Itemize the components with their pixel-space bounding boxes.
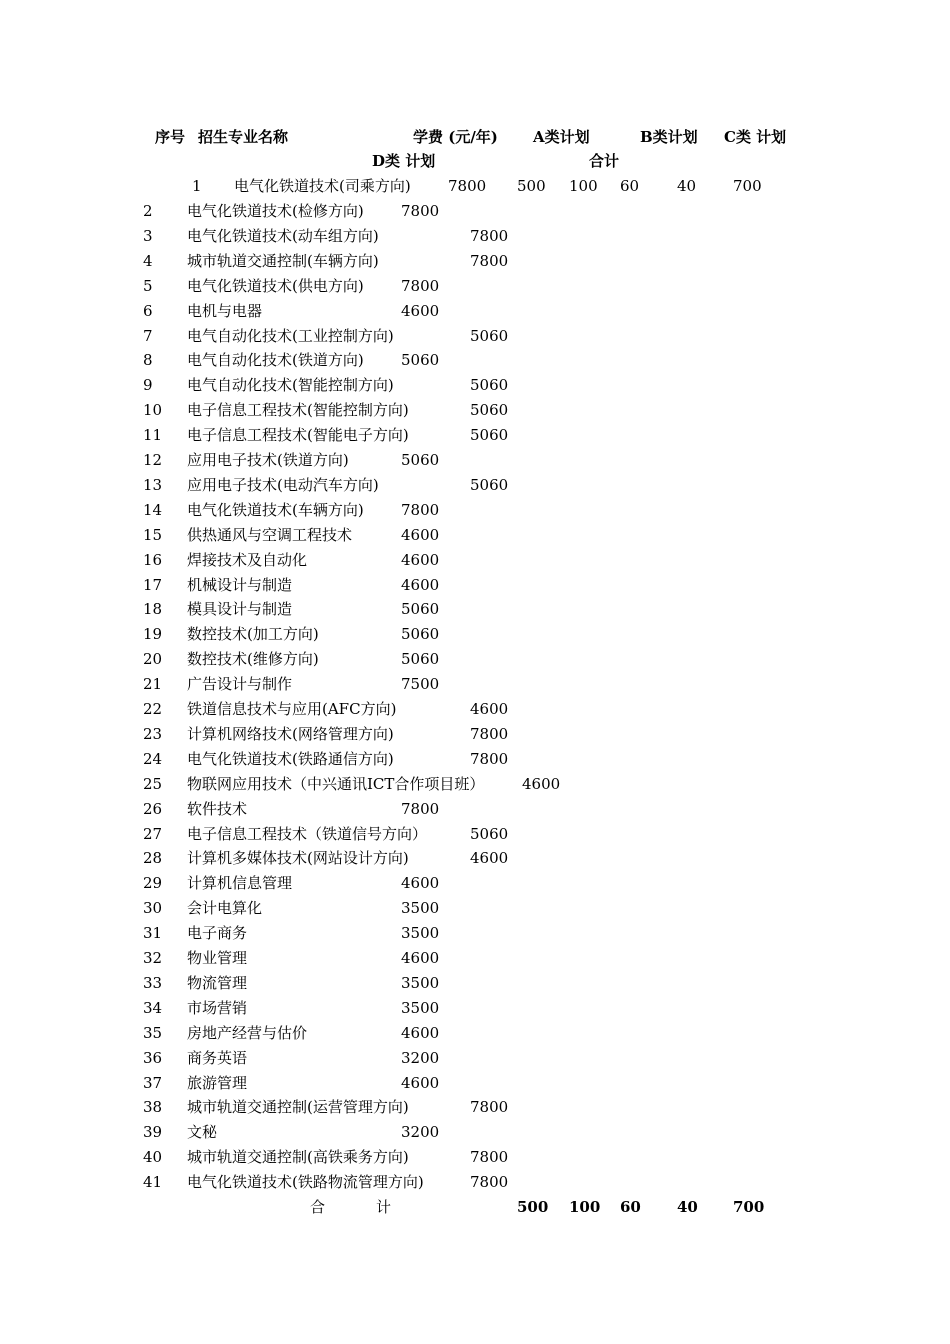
tuition-fee: 4600 [470, 700, 509, 718]
tuition-fee: 4600 [401, 1073, 440, 1092]
row-1-number: 1 [192, 177, 202, 195]
table-row [0, 375, 950, 400]
major-name: 物联网应用技术（中兴通讯ICT合作项目班） [187, 774, 485, 793]
header-c-plan: C类 计划 [724, 128, 787, 146]
tuition-fee: 5060 [401, 351, 440, 370]
major-name: 文秘 [187, 1123, 218, 1142]
row-1-c-plan: 60 [620, 177, 640, 195]
major-name: 市场营销 [187, 998, 248, 1017]
tuition-fee: 5060 [401, 451, 440, 469]
major-name: 计算机信息管理 [187, 874, 293, 893]
tuition-fee: 4600 [401, 949, 440, 967]
tuition-fee: 4600 [401, 550, 440, 569]
row-number: 29 [143, 874, 163, 893]
row-number: 6 [143, 301, 153, 320]
table-row [0, 848, 950, 873]
row-number: 4 [143, 251, 153, 270]
row-number: 21 [143, 675, 163, 694]
table-row [0, 575, 950, 600]
table-row [0, 973, 950, 998]
row-number: 38 [143, 1098, 163, 1117]
tuition-fee: 4600 [401, 1023, 440, 1042]
row-number: 11 [143, 426, 163, 445]
row-1-fee: 7800 [448, 177, 487, 195]
major-name: 计算机多媒体技术(网站设计方向) [187, 849, 409, 868]
row-number: 41 [143, 1173, 163, 1192]
major-name: 铁道信息技术与应用(AFC方向) [187, 700, 397, 718]
footer-b-total: 100 [569, 1198, 601, 1216]
row-number: 12 [143, 451, 163, 469]
tuition-fee: 7800 [470, 1173, 509, 1192]
table-row [0, 475, 950, 500]
row-1-b-plan: 100 [569, 177, 598, 195]
row-number: 34 [143, 998, 163, 1017]
table-row [0, 1172, 950, 1197]
header-fee: 学费 (元/年) [413, 128, 498, 146]
major-name: 电气自动化技术(智能控制方向) [187, 376, 394, 395]
row-number: 37 [143, 1073, 163, 1092]
major-name: 电气化铁道技术(供电方向) [187, 276, 364, 295]
row-number: 10 [143, 401, 163, 420]
footer-label-ji: 计 [376, 1198, 392, 1216]
tuition-fee: 7500 [401, 675, 440, 694]
footer-d-total: 40 [677, 1198, 698, 1216]
table-row [0, 1023, 950, 1048]
major-name: 物业管理 [187, 949, 248, 967]
tuition-fee: 7800 [470, 251, 509, 270]
table-row [0, 400, 950, 425]
major-name: 旅游管理 [187, 1073, 248, 1092]
table-row [0, 599, 950, 624]
header-a-plan: A类计划 [533, 128, 590, 146]
major-name: 模具设计与制造 [187, 600, 293, 619]
row-number: 31 [143, 924, 163, 943]
major-name: 电气化铁道技术(铁路物流管理方向) [187, 1173, 424, 1192]
footer-label-he: 合 [310, 1198, 326, 1216]
major-name: 电子信息工程技术(智能电子方向) [187, 426, 409, 445]
row-number: 16 [143, 550, 163, 569]
tuition-fee: 3500 [401, 998, 440, 1017]
row-number: 33 [143, 973, 163, 992]
major-name: 应用电子技术(铁道方向) [187, 451, 349, 469]
major-name: 电气自动化技术(铁道方向) [187, 351, 364, 370]
row-number: 19 [143, 625, 163, 644]
table-row [0, 276, 950, 301]
row-number: 32 [143, 949, 163, 967]
table-row [0, 724, 950, 749]
table-row [0, 450, 950, 475]
table-row [0, 699, 950, 724]
major-name: 电气化铁道技术(铁路通信方向) [187, 749, 394, 768]
major-name: 广告设计与制作 [187, 675, 293, 694]
table-row [0, 898, 950, 923]
major-name: 城市轨道交通控制(车辆方向) [187, 251, 379, 270]
row-number: 15 [143, 525, 163, 544]
tuition-fee: 3500 [401, 924, 440, 943]
major-name: 供热通风与空调工程技术 [187, 525, 353, 544]
tuition-fee: 7800 [401, 500, 440, 519]
table-row [0, 301, 950, 326]
table-row [0, 774, 950, 799]
row-number: 9 [143, 376, 153, 395]
footer-c-total: 60 [620, 1198, 641, 1216]
header-total: 合计 [589, 152, 620, 170]
row-number: 28 [143, 849, 163, 868]
major-name: 软件技术 [187, 799, 248, 818]
tuition-fee: 3500 [401, 899, 440, 918]
table-row [0, 674, 950, 699]
header-b-plan: B类计划 [640, 128, 698, 146]
row-number: 24 [143, 749, 163, 768]
header-seq: 序号 [155, 128, 186, 146]
major-name: 机械设计与制造 [187, 575, 293, 594]
header-major: 招生专业名称 [198, 128, 289, 146]
row-number: 3 [143, 226, 153, 245]
tuition-fee: 4600 [401, 575, 440, 594]
major-name: 物流管理 [187, 973, 248, 992]
row-number: 22 [143, 700, 163, 718]
major-name: 会计电算化 [187, 899, 263, 918]
major-name: 电机与电器 [187, 301, 263, 320]
table-row [0, 649, 950, 674]
row-number: 25 [143, 774, 163, 793]
tuition-fee: 7800 [401, 202, 440, 220]
tuition-fee: 7800 [401, 276, 440, 295]
row-number: 13 [143, 475, 163, 494]
major-name: 数控技术(加工方向) [187, 625, 319, 644]
row-number: 7 [143, 326, 153, 345]
tuition-fee: 5060 [470, 426, 509, 445]
tuition-fee: 3200 [401, 1123, 440, 1142]
tuition-fee: 5060 [470, 475, 509, 494]
row-1-d-plan: 40 [677, 177, 697, 195]
table-row [0, 1097, 950, 1122]
tuition-fee: 7800 [470, 724, 509, 743]
tuition-fee: 4600 [401, 874, 440, 893]
tuition-fee: 5060 [401, 650, 440, 669]
table-row [0, 799, 950, 824]
row-number: 20 [143, 650, 163, 669]
row-number: 36 [143, 1048, 163, 1067]
tuition-fee: 7800 [470, 749, 509, 768]
row-number: 14 [143, 500, 163, 519]
row-1-total: 700 [733, 177, 762, 195]
tuition-fee: 7800 [470, 1148, 509, 1167]
tuition-fee: 7800 [470, 226, 509, 245]
tuition-fee: 5060 [470, 401, 509, 420]
tuition-fee: 5060 [470, 376, 509, 395]
major-name: 电气化铁道技术(检修方向) [187, 202, 364, 220]
tuition-fee: 7800 [470, 1098, 509, 1117]
tuition-fee: 7800 [401, 799, 440, 818]
table-row [0, 1122, 950, 1147]
tuition-fee: 3200 [401, 1048, 440, 1067]
header-d-plan: D类 计划 [372, 152, 436, 170]
table-row [0, 873, 950, 898]
tuition-fee: 5060 [401, 600, 440, 619]
row-number: 40 [143, 1148, 163, 1167]
tuition-fee: 4600 [470, 849, 509, 868]
tuition-fee: 5060 [470, 824, 509, 843]
table-row [0, 948, 950, 973]
row-number: 27 [143, 824, 163, 843]
major-name: 房地产经营与估价 [187, 1023, 308, 1042]
row-1-major-name: 电气化铁道技术(司乘方向) [234, 177, 411, 195]
major-name: 电气化铁道技术(车辆方向) [187, 500, 364, 519]
table-row [0, 749, 950, 774]
table-row [0, 251, 950, 276]
major-name: 电气化铁道技术(动车组方向) [187, 226, 379, 245]
major-name: 商务英语 [187, 1048, 248, 1067]
table-row [0, 1073, 950, 1098]
row-1-a-plan: 500 [517, 177, 546, 195]
row-number: 8 [143, 351, 153, 370]
major-name: 城市轨道交通控制(高铁乘务方向) [187, 1148, 409, 1167]
major-name: 焊接技术及自动化 [187, 550, 308, 569]
table-row [0, 923, 950, 948]
row-number: 23 [143, 724, 163, 743]
table-row [0, 201, 950, 226]
table-row [0, 326, 950, 351]
major-name: 电子信息工程技术（铁道信号方向） [187, 824, 428, 843]
major-name: 城市轨道交通控制(运营管理方向) [187, 1098, 409, 1117]
row-number: 5 [143, 276, 153, 295]
table-row [0, 1048, 950, 1073]
tuition-fee: 5060 [470, 326, 509, 345]
table-row [0, 550, 950, 575]
major-name: 电气自动化技术(工业控制方向) [187, 326, 394, 345]
tuition-fee: 4600 [401, 525, 440, 544]
tuition-fee: 3500 [401, 973, 440, 992]
major-name: 计算机网络技术(网络管理方向) [187, 724, 394, 743]
row-number: 30 [143, 899, 163, 918]
table-row [0, 350, 950, 375]
row-number: 17 [143, 575, 163, 594]
table-row [0, 998, 950, 1023]
table-row [0, 425, 950, 450]
row-number: 35 [143, 1023, 163, 1042]
tuition-fee: 4600 [522, 774, 561, 793]
major-name: 电子商务 [187, 924, 248, 943]
major-name: 数控技术(维修方向) [187, 650, 319, 669]
tuition-fee: 4600 [401, 301, 440, 320]
row-number: 39 [143, 1123, 163, 1142]
footer-a-total: 500 [517, 1198, 549, 1216]
table-row [0, 525, 950, 550]
table-row [0, 824, 950, 849]
footer-grand-total: 700 [733, 1198, 765, 1216]
tuition-fee: 5060 [401, 625, 440, 644]
row-number: 26 [143, 799, 163, 818]
major-name: 应用电子技术(电动汽车方向) [187, 475, 379, 494]
table-row [0, 500, 950, 525]
table-row [0, 1147, 950, 1172]
major-name: 电子信息工程技术(智能控制方向) [187, 401, 409, 420]
row-number: 18 [143, 600, 163, 619]
table-row [0, 624, 950, 649]
table-row [0, 226, 950, 251]
row-number: 2 [143, 202, 153, 220]
